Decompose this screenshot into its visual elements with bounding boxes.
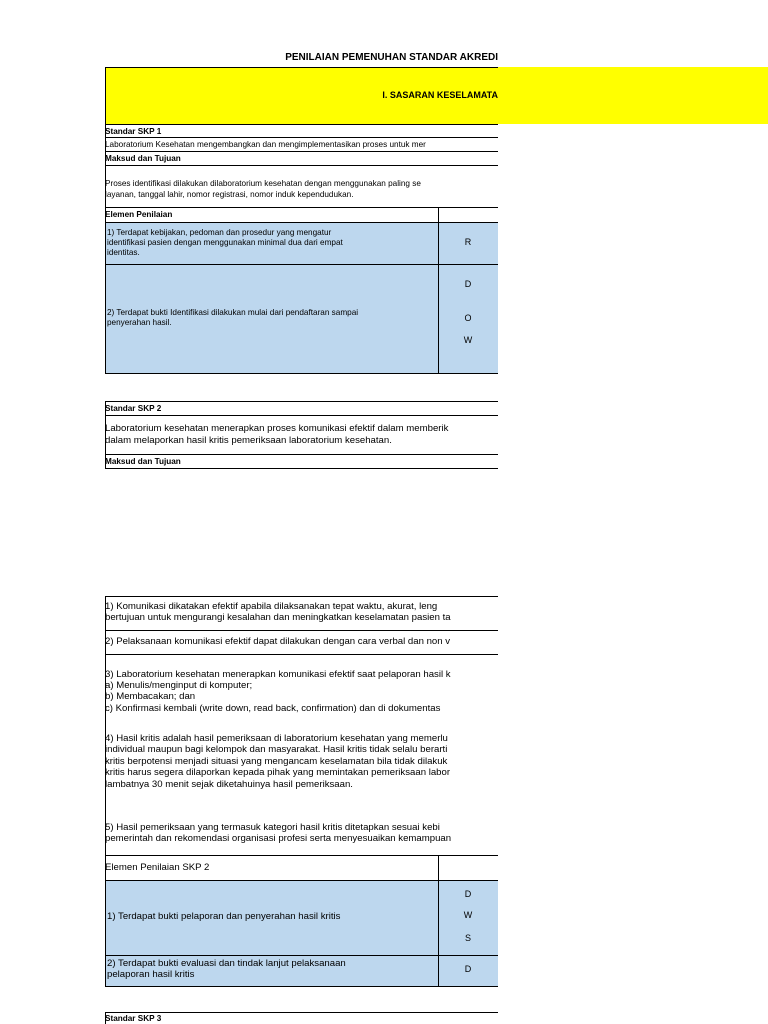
skp2-point-line: b) Membacakan; dan <box>105 691 196 702</box>
skp2-standard-line: Laboratorium kesehatan menerapkan proses komunikasi efektif dalam memberik <box>105 423 449 434</box>
skp2-point-line: bertujuan untuk mengurangi kesalahan dan meningkatkan keselamatan pasien ta <box>105 612 451 623</box>
assessment-code: W <box>463 910 473 920</box>
skp2-point-line: 2) Pelaksanaan komunikasi efektif dapat dilakukan dengan cara verbal dan non v <box>105 636 451 647</box>
skp2-point-line: kritis harus segera dilaporkan kepada pihak yang memintakan pemeriksaan labor <box>105 767 451 778</box>
assessment-code: W <box>463 335 473 345</box>
skp2-point-line: kritis berpotensi menjadi situasi yang mengancam keselamatan bila tidak dilakuk <box>105 756 448 767</box>
assessment-code: O <box>464 313 472 323</box>
skp1-elements-heading: Elemen Penilaian <box>105 210 173 219</box>
skp2-element-text: 1) Terdapat bukti pelaporan dan penyerahan hasil kritis <box>107 911 341 922</box>
assessment-code: D <box>464 889 472 899</box>
skp3-heading: Standar SKP 3 <box>105 1014 162 1023</box>
section-banner-text: I. SASARAN KESELAMATA <box>382 90 498 100</box>
assessment-code: R <box>464 237 472 247</box>
skp2-heading: Standar SKP 2 <box>105 404 162 413</box>
skp2-point-line: lambatnya 30 menit sejak diketahuinya hasil pemeriksaan. <box>105 779 353 790</box>
document-title: PENILAIAN PEMENUHAN STANDAR AKREDI <box>285 52 498 63</box>
skp2-element-text: pelaporan hasil kritis <box>107 969 195 980</box>
skp1-element-text: 2) Terdapat bukti Identifikasi dilakukan mulai dari pendaftaran sampai <box>107 308 359 317</box>
skp2-point-line: c) Konfirmasi kembali (write down, read back, confirmation) dan di dokumentas <box>105 703 441 714</box>
skp2-element-text: 2) Terdapat bukti evaluasi dan tindak lanjut pelaksanaan <box>107 958 346 969</box>
skp2-point-line: 1) Komunikasi dikatakan efektif apabila dilaksanakan tepat waktu, akurat, leng <box>105 601 438 612</box>
assessment-code: D <box>464 279 472 289</box>
assessment-code: S <box>464 933 471 943</box>
skp1-heading: Standar SKP 1 <box>105 127 162 136</box>
skp1-purpose-line: Proses identifikasi dilakukan dilaboratorium kesehatan dengan menggunakan paling se <box>105 179 421 188</box>
skp1-purpose-line: layanan, tanggal lahir, nomor registrasi, nomor induk kependudukan. <box>105 190 354 199</box>
skp2-standard-line: dalam melaporkan hasil kritis pemeriksaan laboratorium kesehatan. <box>105 435 392 446</box>
skp2-point-line: a) Menulis/menginput di komputer; <box>105 680 253 691</box>
skp1-element-text: 1) Terdapat kebijakan, pedoman dan prosedur yang mengatur <box>107 228 332 237</box>
skp2-point-line: pemerintah dan rekomendasi organisasi profesi serta menyesuaikan kemampuan <box>105 833 452 844</box>
skp1-element-text: identitas. <box>107 248 140 257</box>
skp2-point-line: individual maupun bagi kelompok dan masyarakat. Hasil kritis tidak selalu berarti <box>105 744 448 755</box>
skp2-point-line: 4) Hasil kritis adalah hasil pemeriksaan di laboratorium kesehatan yang memerlu <box>105 733 448 744</box>
skp1-element-text: identifikasi pasien dengan menggunakan minimal dua dari empat <box>107 238 343 247</box>
skp2-purpose-heading: Maksud dan Tujuan <box>105 457 181 466</box>
skp2-point-line: 5) Hasil pemeriksaan yang termasuk kategori hasil kritis ditetapkan sesuai kebi <box>105 822 440 833</box>
skp1-element-text: penyerahan hasil. <box>107 318 172 327</box>
skp1-purpose-heading: Maksud dan Tujuan <box>105 154 181 163</box>
skp2-elements-heading: Elemen Penilaian SKP 2 <box>105 862 210 873</box>
skp2-point-line: 3) Laboratorium kesehatan menerapkan komunikasi efektif saat pelaporan hasil k <box>105 669 451 680</box>
skp1-standard-text: Laboratorium Kesehatan mengembangkan dan mengimplementasikan proses untuk mer <box>105 140 426 149</box>
assessment-code: D <box>464 964 472 974</box>
